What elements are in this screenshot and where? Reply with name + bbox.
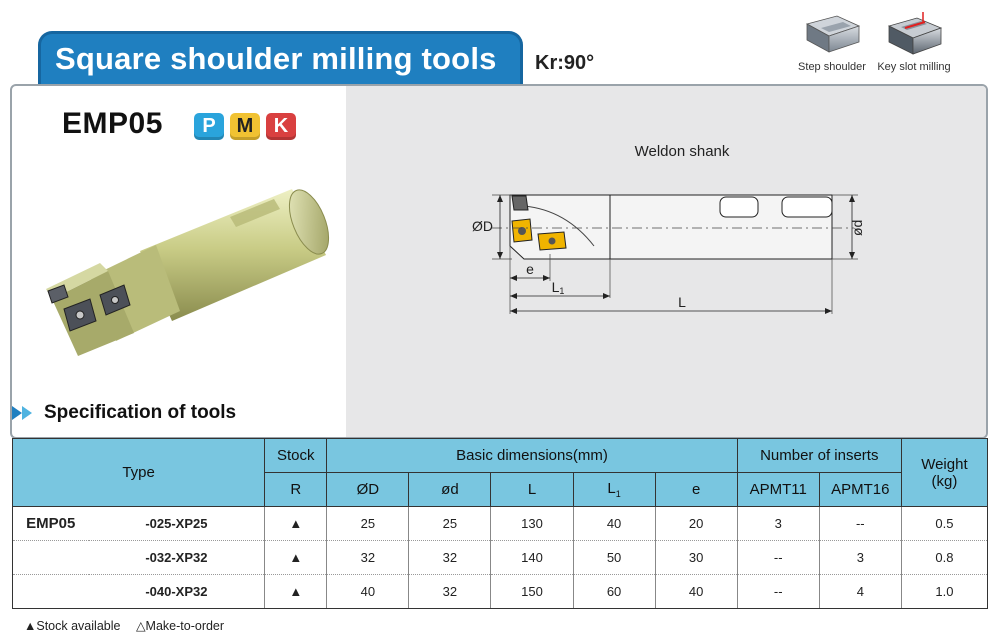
row-apmt16: 3 — [819, 541, 901, 575]
row-stock: ▲ — [265, 541, 327, 575]
col-e: e — [655, 473, 737, 507]
row-stock: ▲ — [265, 575, 327, 609]
row-L: 150 — [491, 575, 573, 609]
col-weight: Weight (kg) — [901, 439, 987, 507]
dim-label-D: ØD — [472, 218, 493, 234]
col-type: Type — [13, 439, 265, 507]
row-apmt16: 4 — [819, 575, 901, 609]
row-apmt11: -- — [737, 541, 819, 575]
double-arrow-icon — [12, 404, 40, 422]
row-L1: 40 — [573, 507, 655, 541]
col-L1: $L_1$ — [573, 473, 655, 507]
row-e: 20 — [655, 507, 737, 541]
legend — [24, 618, 236, 633]
drawing-caption: Weldon shank — [634, 143, 730, 160]
mode-step-shoulder — [796, 10, 868, 73]
section-heading — [12, 402, 236, 424]
product-panel — [10, 84, 988, 439]
row-d: 25 — [409, 507, 491, 541]
row-L: 130 — [491, 507, 573, 541]
row-D: 25 — [327, 507, 409, 541]
row-model: EMP05 — [13, 507, 89, 541]
dim-label-L1: L1 — [551, 279, 565, 296]
row-model — [13, 541, 89, 575]
material-badge-p: P — [194, 113, 224, 140]
mode-label: Key slot milling — [877, 61, 951, 73]
row-weight: 0.8 — [901, 541, 987, 575]
row-L1: 50 — [573, 541, 655, 575]
table-header-row — [13, 439, 988, 473]
row-code: -040-XP32 — [89, 575, 265, 609]
material-badge-k: K — [266, 113, 296, 140]
row-apmt11: 3 — [737, 507, 819, 541]
mode-label: Step shoulder — [798, 61, 866, 73]
row-code: -032-XP32 — [89, 541, 265, 575]
col-L: L — [491, 473, 573, 507]
dim-label-e: e — [526, 261, 534, 277]
step-shoulder-icon — [803, 10, 861, 56]
dim-label-d: ød — [849, 219, 865, 236]
technical-drawing — [346, 86, 988, 439]
dim-label-L: L — [678, 294, 686, 310]
col-apmt16: APMT16 — [819, 473, 901, 507]
col-basic-dimensions: Basic dimensions(mm) — [327, 439, 737, 473]
row-code: -025-XP25 — [89, 507, 265, 541]
row-d: 32 — [409, 575, 491, 609]
title-tab — [38, 31, 523, 85]
row-d: 32 — [409, 541, 491, 575]
table-row — [13, 507, 988, 541]
row-L: 140 — [491, 541, 573, 575]
row-weight: 0.5 — [901, 507, 987, 541]
row-apmt11: -- — [737, 575, 819, 609]
row-stock: ▲ — [265, 507, 327, 541]
model-name: EMP05 — [62, 107, 163, 140]
mode-key-slot-milling — [876, 10, 952, 73]
spec-table — [12, 438, 988, 609]
col-stock-r: R — [265, 473, 327, 507]
row-e: 40 — [655, 575, 737, 609]
page-title: Square shoulder milling tools — [55, 41, 497, 76]
key-slot-milling-icon — [885, 10, 943, 56]
table-row — [13, 541, 988, 575]
legend-stock-available: ▲Stock available — [24, 619, 121, 633]
row-D: 32 — [327, 541, 409, 575]
row-model — [13, 575, 89, 609]
row-apmt16: -- — [819, 507, 901, 541]
row-L1: 60 — [573, 575, 655, 609]
col-d: ød — [409, 473, 491, 507]
col-D: ØD — [327, 473, 409, 507]
table-row — [13, 575, 988, 609]
col-number-of-inserts: Number of inserts — [737, 439, 901, 473]
material-badge-m: M — [230, 113, 260, 140]
section-title: Specification of tools — [44, 402, 237, 423]
row-D: 40 — [327, 575, 409, 609]
row-e: 30 — [655, 541, 737, 575]
tool-photo — [30, 181, 340, 356]
kr-angle: Kr:90° — [535, 52, 595, 74]
col-stock: Stock — [265, 439, 327, 473]
col-apmt11: APMT11 — [737, 473, 819, 507]
legend-make-to-order: △Make-to-order — [135, 619, 225, 633]
row-weight: 1.0 — [901, 575, 987, 609]
